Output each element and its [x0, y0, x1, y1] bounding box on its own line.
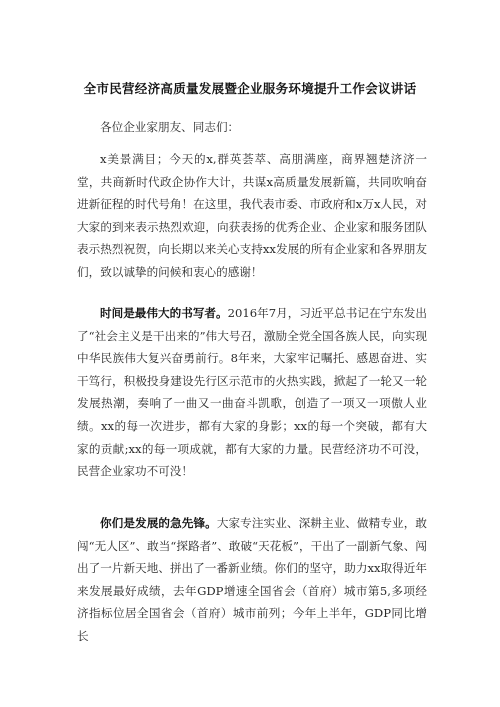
- paragraph-2: [77, 302, 427, 483]
- paragraph-1: [77, 148, 427, 284]
- paragraph-2-lead: 时间是最伟大的书写者。: [100, 306, 228, 320]
- paragraph-3-text: 大家专注实业、深耕主业、做精专业，敢闯“无人区”、敢当“探路者”、敢破“天花板”，干出了一副新气象、闯出了一片新天地、拼出了一番新业绩。你们的坚守，助力xx取得近年来发展最好成绩，去年GDP增速全国省会（首府）城市第5,多项经济指标位居全国省会（首府）城市前列；今年上半年，GDP同比增长: [77, 516, 427, 643]
- paragraph-2-text: 2016年7月，习近平总书记在宁东发出了“社会主义是干出来的”伟大号召，激励全党全国各族人民，向实现中华民族伟大复兴奋勇前行。8年来，大家牢记嘱托、感恩奋进、实干笃行，积极投身建设先行区示范市的火热实践，掀起了一轮又一轮发展热潮，奏响了一曲又一曲奋斗凯歌，创造了一项又一项傲人业绩。xx的每一次进步，都有大家的身影；xx的每一个突破，都有大家的贡献;xx的每一项成就，都有大家的力量。民营经济功不可没，民营企业家功不可没！: [77, 306, 427, 479]
- paragraph-3: [77, 512, 427, 648]
- document-title: 全市民营经济高质量发展暨企业服务环境提升工作会议讲话: [83, 81, 417, 96]
- paragraph-3-lead: 你们是发展的急先锋。: [100, 516, 217, 530]
- salutation: 各位企业家朋友、同志们：: [100, 120, 240, 134]
- paragraph-1-text: x美景满目；今天的x,群英荟萃、高朋满座，商界翘楚济济一堂，共商新时代政企协作大计，共谋x高质量发展新篇，共同吹响奋进新征程的时代号角！在这里，我代表市委、市政府和x万x人民，对大家的到来表示热烈欢迎，向获表扬的优秀企业、企业家和服务团队表示热烈祝贺，向长期以来关心支持xx发展的所有企业家和各界朋友们，致以诚挚的问候和衷心的感谢！: [77, 152, 427, 279]
